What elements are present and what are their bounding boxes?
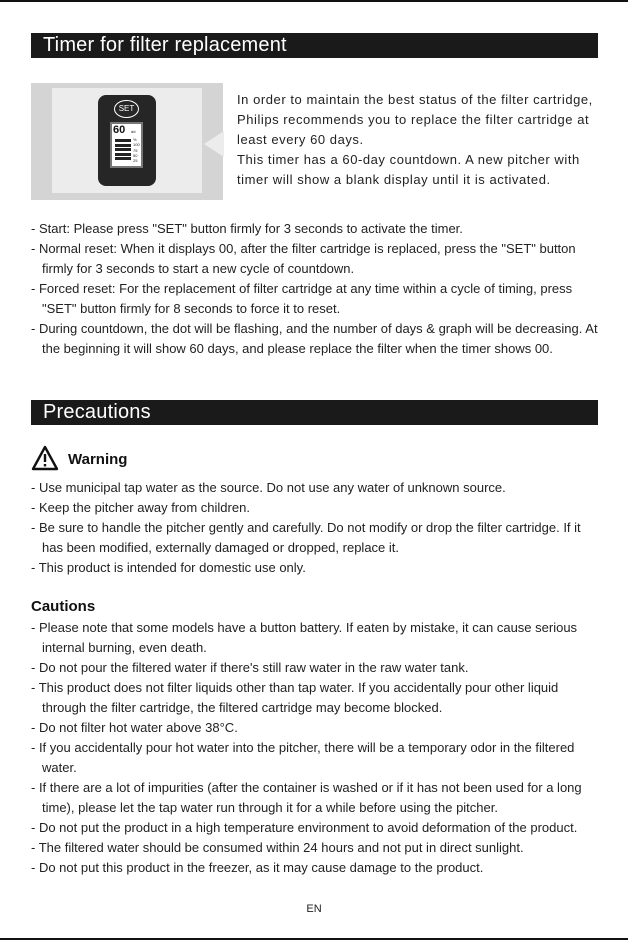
timer-section-title: Timer for filter replacement <box>31 33 598 58</box>
scale-label: 75 <box>133 147 138 153</box>
list-item: - Do not filter hot water above 38°C. <box>31 720 238 735</box>
level-scale <box>133 137 140 163</box>
level-bar <box>115 139 131 142</box>
scale-label: 100 <box>133 142 140 148</box>
intro-paragraph: In order to maintain the best status of the filter cartridge, Philips recommends you to replace the filter cartridge at least every 60 days. <box>237 92 593 147</box>
display-days: 60 <box>113 124 126 136</box>
display-unit: dd <box>131 129 136 134</box>
list-item: - Please note that some models have a button battery. If eaten by mistake, it can cause serious internal burning, even death. <box>31 620 578 655</box>
list-item: - If there are a lot of impurities (after the container is washed or if it has not been used for a long time), please let the tap water run through it for a while before using the pitcher. <box>31 780 582 815</box>
cautions-label: Cautions <box>31 598 96 615</box>
timer-illustration-panel <box>52 88 202 193</box>
list-item: - Do not put this product in the freezer, as it may cause damage to the product. <box>31 860 484 875</box>
list-item: - Keep the pitcher away from children. <box>31 500 250 515</box>
list-item: - The filtered water should be consumed within 24 hours and not put in direct sunlight. <box>31 840 524 855</box>
list-item: - This product is intended for domestic use only. <box>31 560 306 575</box>
list-item: - If you accidentally pour hot water into the pitcher, there will be a temporary odor in the filtered water. <box>31 740 575 775</box>
timer-illustration <box>31 83 223 200</box>
timer-steps-list <box>31 219 601 359</box>
timer-intro <box>237 90 599 190</box>
level-bar <box>115 153 131 156</box>
scale-label: 50 <box>133 152 138 158</box>
list-item: - This product does not filter liquids other than tap water. If you accidentally pour other liquid through the filter cartridge, the filtered cartridge may become blocked. <box>31 680 559 715</box>
warning-triangle-icon <box>31 445 59 471</box>
set-button-illustration: SET <box>114 100 139 118</box>
intro-paragraph: This timer has a 60-day countdown. A new pitcher with timer will show a blank display until it is activated. <box>237 152 580 187</box>
list-item: - Do not pour the filtered water if there's still raw water in the raw water tank. <box>31 660 469 675</box>
level-bar <box>115 144 131 147</box>
list-item: - Be sure to handle the pitcher gently and carefully. Do not modify or drop the filter cartridge. If it has been modified, externally damaged or dropped, replace it. <box>31 520 581 555</box>
scale-label: % <box>133 137 137 142</box>
bottom-rule <box>0 938 628 940</box>
page-language-footer: EN <box>306 903 322 915</box>
list-item: - During countdown, the dot will be flashing, and the number of days & graph will be decreasing. At the beginning it will show 60 days, and please replace the filter when the timer shows 00. <box>31 321 598 356</box>
level-bar <box>115 157 131 160</box>
list-item: - Do not put the product in a high temperature environment to avoid deformation of the product. <box>31 820 578 835</box>
list-item: - Forced reset: For the replacement of filter cartridge at any time within a cycle of timing, press "SET" button firmly for 8 seconds to force it to reset. <box>31 281 573 316</box>
list-item: - Normal reset: When it displays 00, after the filter cartridge is replaced, press the "SET" button firmly for 3 seconds to start a new cycle of countdown. <box>31 241 576 276</box>
precautions-section-title: Precautions <box>31 400 598 425</box>
list-item: - Use municipal tap water as the source. Do not use any water of unknown source. <box>31 480 506 495</box>
list-item: - Start: Please press "SET" button firmly for 3 seconds to activate the timer. <box>31 221 463 236</box>
top-rule <box>0 0 628 2</box>
cautions-list <box>31 618 601 878</box>
timer-device <box>98 95 156 186</box>
callout-pointer-icon <box>200 131 224 157</box>
warning-list <box>31 478 601 578</box>
scale-label: 25 <box>133 158 138 164</box>
timer-display <box>110 122 143 168</box>
warning-label: Warning <box>68 451 128 468</box>
level-bars <box>115 139 131 162</box>
level-bar <box>115 148 131 151</box>
